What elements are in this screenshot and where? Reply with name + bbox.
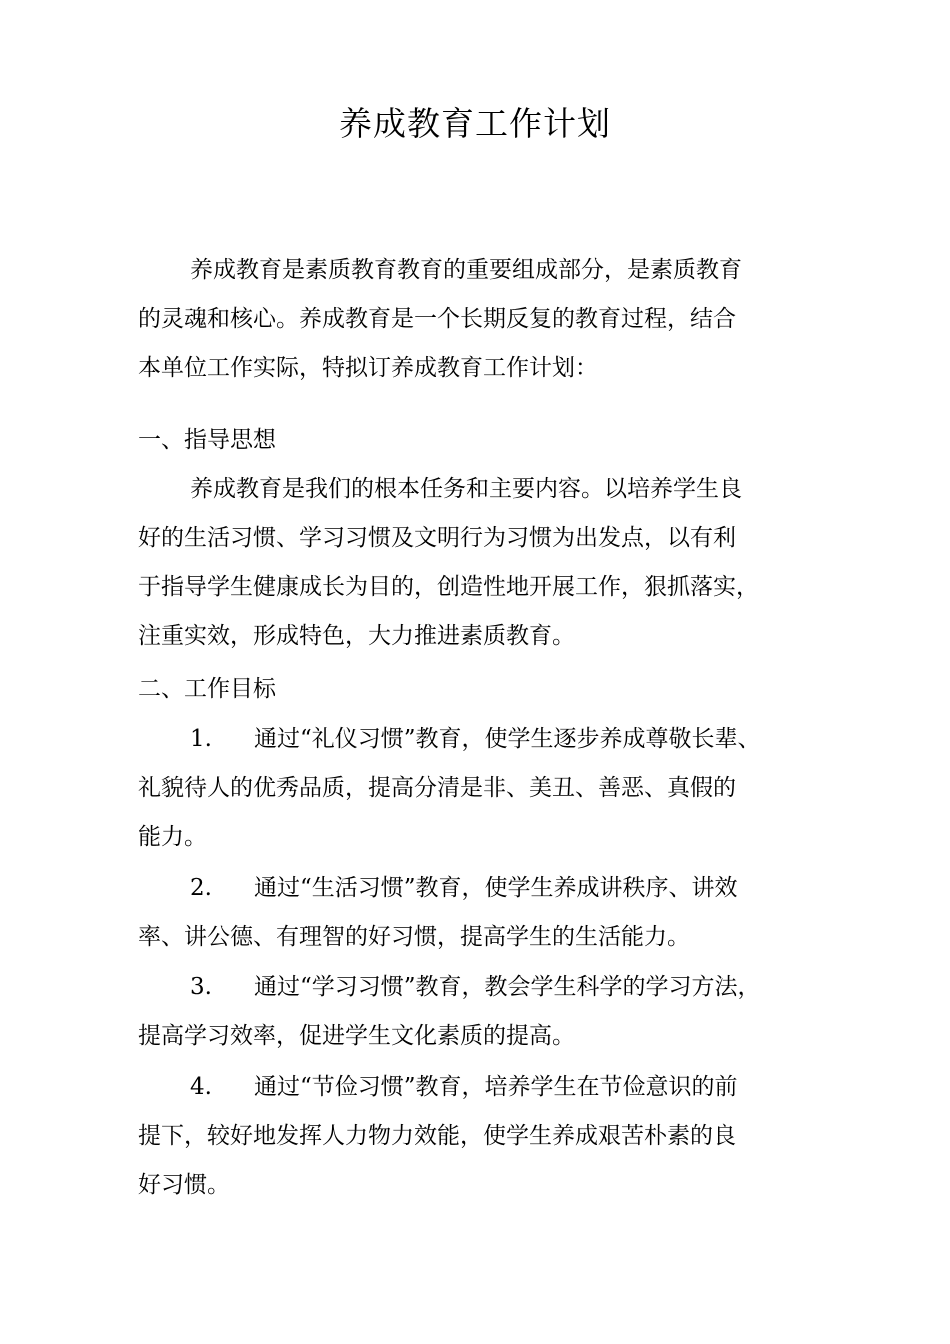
goal-text: 通过“礼仪习惯”教育，使学生逐步养成尊敬长辈、 (254, 726, 761, 752)
goal-item-2 (138, 864, 838, 962)
section-heading: 二、工作目标 (138, 676, 276, 702)
goal-item-3 (138, 963, 838, 1061)
goal-number: 2. (190, 875, 212, 901)
section-guiding-ideology (138, 416, 838, 661)
goal-number: 4. (190, 1074, 212, 1100)
paragraph-line: 能力。 (138, 824, 207, 850)
paragraph-line: 率、讲公德、有理智的好习惯，提高学生的生活能力。 (138, 924, 690, 950)
paragraph-line: 礼貌待人的优秀品质，提高分清是非、美丑、善恶、真假的 (138, 775, 736, 801)
goal-item-1 (138, 715, 838, 862)
goal-first-line (138, 864, 838, 913)
goal-first-line (138, 963, 838, 1012)
paragraph-line: 好的生活习惯、学习习惯及文明行为习惯为出发点，以有利 (138, 525, 736, 551)
paragraph-line: 注重实效，形成特色，大力推进素质教育。 (138, 623, 575, 649)
document-title: 养成教育工作计划 (339, 104, 611, 143)
paragraph-line: 于指导学生健康成长为目的，创造性地开展工作，狠抓落实， (138, 574, 759, 600)
paragraph-line: 养成教育是素质教育教育的重要组成部分，是素质教育 (190, 257, 742, 283)
goal-number: 1. (190, 726, 212, 752)
paragraph-line: 提下，较好地发挥人力物力效能，使学生养成艰苦朴素的良 (138, 1123, 736, 1149)
goal-first-line (138, 1063, 838, 1112)
goal-text: 通过“生活习惯”教育，使学生养成讲秩序、讲效 (254, 875, 738, 901)
paragraph-line: 提高学习效率，促进学生文化素质的提高。 (138, 1023, 575, 1049)
paragraph-line: 本单位工作实际，特拟订养成教育工作计划： (138, 355, 598, 381)
paragraph-line: 的灵魂和核心。养成教育是一个长期反复的教育过程，结合 (138, 306, 736, 332)
goal-number: 3. (190, 974, 212, 1000)
intro-paragraph (138, 246, 838, 393)
paragraph-line: 好习惯。 (138, 1172, 230, 1198)
goal-text: 通过“学习习惯”教育，教会学生科学的学习方法， (254, 974, 761, 1000)
paragraph-line: 养成教育是我们的根本任务和主要内容。以培养学生良 (190, 476, 742, 502)
goal-item-4 (138, 1063, 838, 1210)
section-heading: 一、指导思想 (138, 427, 276, 453)
section-work-goals (138, 665, 838, 714)
goal-first-line (138, 715, 838, 764)
goal-text: 通过“节俭习惯”教育，培养学生在节俭意识的前 (254, 1074, 738, 1100)
